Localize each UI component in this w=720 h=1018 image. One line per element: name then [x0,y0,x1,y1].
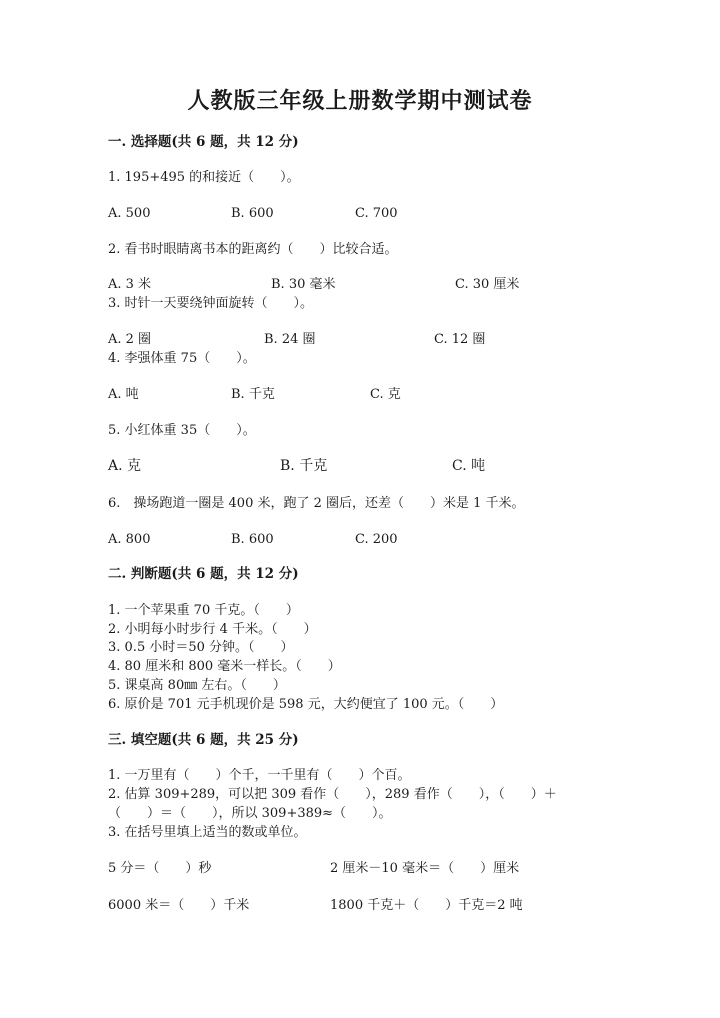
fill-line: （ ）＝（ ），所以 309+389≈（ ）。 [108,806,392,821]
judge-item: 5. 课桌高 80㎜ 左右。（ ） [108,678,286,693]
judge-item: 6. 原价是 701 元手机现价是 598 元，大约便宜了 100 元。（ ） [108,697,504,712]
option-a: A. 500 [108,206,151,221]
section-heading-fill: 三. 填空题(共 6 题，共 25 分) [108,732,299,748]
fill-blank-item: 6000 米＝（ ）千米 [108,898,250,913]
fill-line: 2. 估算 309+289，可以把 309 看作（ ），289 看作（ ），（ ）＋ [108,787,557,802]
option-c: C. 200 [355,532,398,547]
option-c: C. 吨 [452,458,486,474]
fill-line: 1. 一万里有（ ）个千，一千里有（ ）个百。 [108,768,411,783]
fill-blank-item: 2 厘米－10 毫米＝（ ）厘米 [330,861,520,876]
option-c: C. 12 圈 [434,332,486,347]
fill-blank-item: 1800 千克＋（ ）千克＝2 吨 [330,898,523,913]
page-title: 人教版三年级上册数学期中测试卷 [187,88,533,114]
option-a: A. 3 米 [108,277,152,292]
option-a: A. 2 圈 [108,332,152,347]
option-c: C. 克 [370,387,401,402]
question-stem: 2. 看书时眼睛离书本的距离约（ ）比较合适。 [108,242,398,257]
fill-line: 3. 在括号里填上适当的数或单位。 [108,825,307,840]
option-a: A. 800 [108,532,151,547]
option-b: B. 千克 [280,458,328,474]
option-b: B. 600 [231,206,274,221]
option-a: A. 吨 [108,387,139,402]
option-b: B. 30 毫米 [271,277,336,292]
option-b: B. 千克 [231,387,275,402]
section-heading-judge: 二. 判断题(共 6 题，共 12 分) [108,566,299,582]
option-b: B. 600 [231,532,274,547]
judge-item: 1. 一个苹果重 70 千克。（ ） [108,603,299,618]
question-stem: 5. 小红体重 35（ ）。 [108,423,256,438]
question-stem: 1. 195+495 的和接近（ ）。 [108,170,300,185]
option-c: C. 30 厘米 [455,277,520,292]
question-stem: 4. 李强体重 75（ ）。 [108,351,256,366]
question-stem: 6. 操场跑道一圈是 400 米，跑了 2 圈后，还差（ ）米是 1 千米。 [108,496,525,511]
question-stem: 3. 时针一天要绕钟面旋转（ ）。 [108,296,314,311]
judge-item: 2. 小明每小时步行 4 千米。（ ） [108,622,317,637]
judge-item: 3. 0.5 小时＝50 分钟。（ ） [108,640,294,655]
option-a: A. 克 [108,458,142,474]
fill-blank-item: 5 分＝（ ）秒 [108,861,212,876]
option-c: C. 700 [355,206,398,221]
section-heading-choice: 一. 选择题(共 6 题，共 12 分) [108,134,299,150]
option-b: B. 24 圈 [264,332,316,347]
judge-item: 4. 80 厘米和 800 毫米一样长。（ ） [108,659,341,674]
